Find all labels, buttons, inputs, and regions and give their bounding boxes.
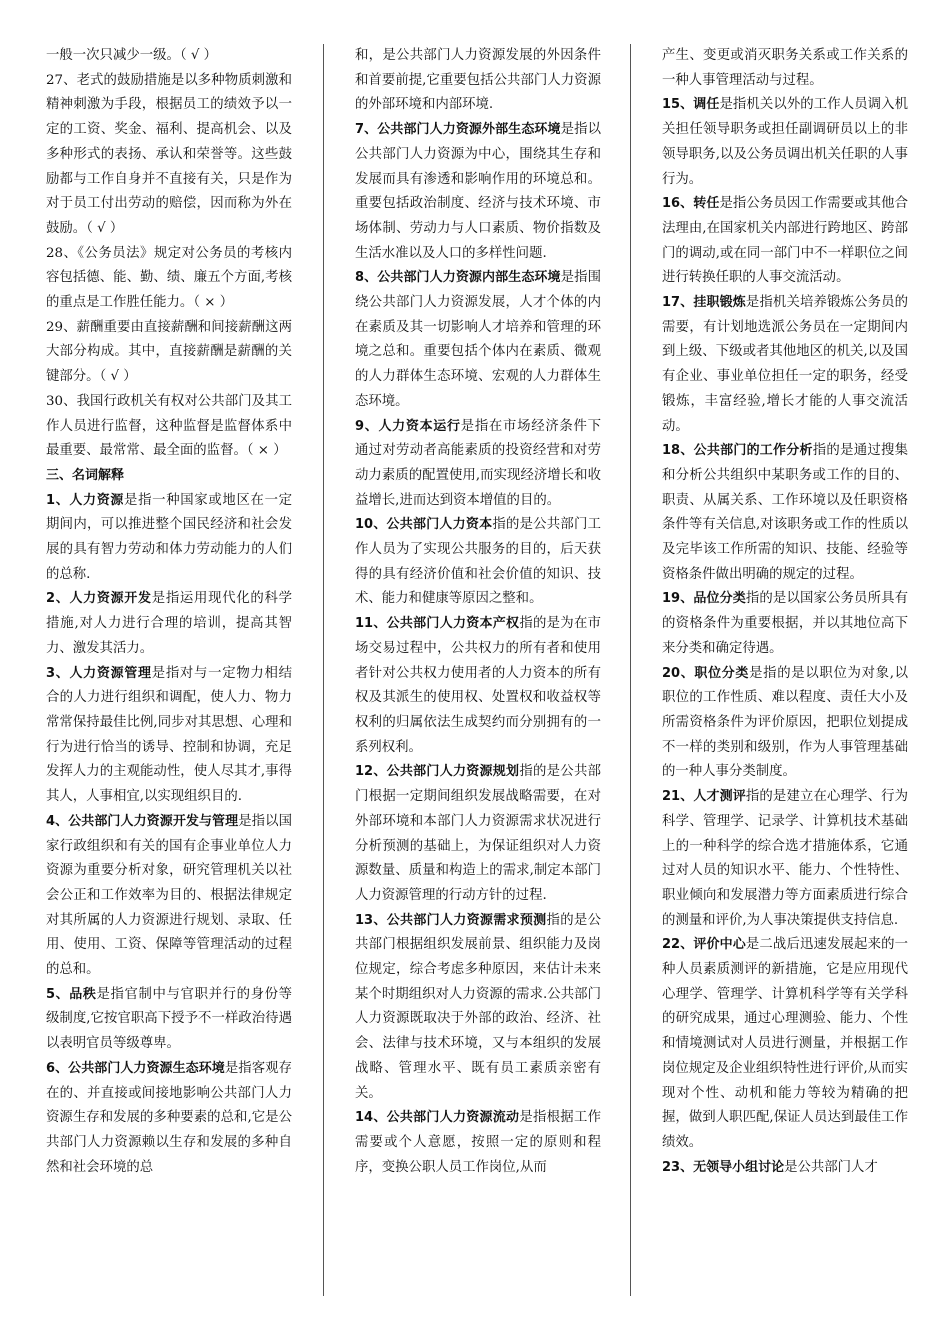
entry-term: 2、人力资源开发 bbox=[46, 591, 152, 607]
entry-text: 是指在市场经济条件下通过对劳动者高能素质的投资经营和对劳动力素质的配置使用,而实现经济增长和收益增长,进而达到资本增值的目的。 bbox=[355, 418, 602, 508]
entry-text: 是指机关以外的工作人员调入机关担任领导职务或担任副调研员以上的非领导职务,以及公务员调出机关任职的人事行为。 bbox=[662, 97, 909, 187]
glossary-entry bbox=[355, 1106, 601, 1180]
entry-term: 17、挂职锻炼 bbox=[662, 295, 746, 311]
entry-text: 一般一次只减少一级。（ √ ） bbox=[46, 48, 218, 63]
entry-text: 是指一种国家或地区在一定期间内，可以推进整个国民经济和社会发展的具有智力劳动和体力劳动能力的人们的总称. bbox=[46, 492, 293, 582]
glossary-entry bbox=[46, 810, 292, 983]
glossary-entry bbox=[662, 439, 908, 587]
entry-term: 4、公共部门人力资源开发与管理 bbox=[46, 813, 239, 829]
entry-text: 是指围绕公共部门人力资源发展，人才个体的内在素质及其一切影响人才培养和管理的环境之总和。重要包括个体内在素质、微观的人力群体生态环境、宏观的人力群体生态环境。 bbox=[355, 270, 602, 409]
text-paragraph bbox=[46, 390, 292, 464]
text-column-1 bbox=[46, 44, 292, 1180]
entry-text: 是指运用现代化的科学措施,对人力进行合理的培训，提高其智力、激发其活力。 bbox=[46, 591, 293, 656]
column-divider-right bbox=[630, 44, 631, 1296]
glossary-entry bbox=[662, 662, 908, 786]
entry-term: 3、人力资源管理 bbox=[46, 665, 152, 681]
entry-text: 是二战后迅速发展起来的一种人员素质测评的新措施，它是应用现代心理学、管理学、计算机科学等有关学科的研究成果，通过心理测验、能力、个性和情境测试对人员进行测量，并根据工作岗位规定及企业组织特性进行评价,从而实现对个性、动机和能力等较为精确的把握，做到人职匹配,保证人员达到最佳工作绩效。 bbox=[662, 937, 908, 1150]
glossary-entry bbox=[46, 983, 292, 1057]
glossary-entry bbox=[46, 662, 292, 810]
glossary-entry bbox=[662, 192, 908, 291]
entry-text: 是指以公共部门人力资源为中心，围绕其生存和发展而具有渗透和影响作用的环境总和。重要包括政治制度、经济与技术环境、市场体制、劳动力与人口素质、物价指数及生活水准以及人口的多样性问题. bbox=[355, 122, 602, 261]
glossary-entry bbox=[355, 118, 601, 266]
entry-term: 21、人才测评 bbox=[662, 789, 746, 805]
entry-term: 7、公共部门人力资源外部生态环境 bbox=[355, 122, 561, 138]
glossary-entry bbox=[662, 587, 908, 661]
entry-term: 6、公共部门人力资源生态环境 bbox=[46, 1060, 225, 1076]
entry-text: 30、我国行政机关有权对公共部门及其工作人员进行监督，这种监督是监督体系中最重要、最常常、最全面的监督。（ × ） bbox=[46, 393, 292, 459]
entry-text: 和，是公共部门人力资源发展的外因条件和首要前提,它重要包括公共部门人力资源的外部环境和内部环境. bbox=[355, 48, 601, 113]
text-paragraph bbox=[46, 69, 292, 242]
entry-text: 27、老式的鼓励措施是以多种物质刺激和精神刺激为手段，根据员工的绩效予以一定的工资、奖金、福利、提高机会、以及多种形式的表扬、承认和荣誉等。这些鼓励都与工作自身并不直接有关，只是作为对于员工付出劳动的赔偿，因而称为外在鼓励。（ √ ） bbox=[46, 72, 292, 236]
entry-text: 指的是为在市场交易过程中，公共权力的所有者和使用者针对公共权力使用者的人力资本的所有权及其派生的使用权、处置权和收益权等权利的归属依法生成契约而分别拥有的一系列权利。 bbox=[355, 616, 601, 755]
entry-text: 是指公务员因工作需要或其他合法理由,在国家机关内部进行跨地区、跨部门的调动,或在同一部门中不一样职位之间进行转换任职的人事交流活动。 bbox=[662, 196, 909, 286]
entry-term: 11、公共部门人力资本产权 bbox=[355, 616, 520, 632]
text-paragraph bbox=[46, 44, 292, 69]
glossary-entry bbox=[355, 612, 601, 760]
entry-text: 是指客观存在的、并直接或间接地影响公共部门人力资源生存和发展的多种要素的总和,它是公共部门人力资源赖以生存和发展的多种自然和社会环境的总 bbox=[46, 1060, 293, 1175]
entry-term: 19、品位分类 bbox=[662, 591, 746, 607]
entry-text: 29、薪酬重要由直接薪酬和间接薪酬这两大部分构成。其中，直接薪酬是薪酬的关键部分。（ √ ） bbox=[46, 319, 292, 385]
entry-term: 5、品秩 bbox=[46, 986, 97, 1002]
entry-term: 10、公共部门人力资本 bbox=[355, 517, 493, 533]
entry-text: 指的是通过搜集和分析公共组织中某职务或工作的目的、职责、从属关系、工作环境以及任职资格条件等有关信息,对该职务或工作的性质以及完毕该工作所需的知识、技能、经验等资格条件做出明确的规定的过程。 bbox=[662, 443, 909, 582]
column-divider-left bbox=[323, 44, 324, 1296]
entry-text: 是指以国家行政组织和有关的国有企事业单位人力资源为重要分析对象，研究管理机关以社会公正和工作效率为目的、根据法律规定对其所属的人力资源进行规划、录取、任用、使用、工资、保障等管理活动的过程的总和。 bbox=[46, 813, 293, 978]
text-paragraph bbox=[46, 316, 292, 390]
entry-term: 15、调任 bbox=[662, 97, 720, 113]
glossary-entry bbox=[662, 93, 908, 192]
entry-term: 8、公共部门人力资源内部生态环境 bbox=[355, 270, 561, 286]
text-paragraph bbox=[46, 242, 292, 316]
glossary-entry bbox=[355, 909, 601, 1107]
entry-text: 指的是公共部门根据组织发展前景、组织能力及岗位规定，综合考虑多种原因，来估计未来某个时期组织对人力资源的需求.公共部门人力资源既取决于外部的政治、经济、社会、法律与技术环境，又与本组织的发展战略、管理水平、既有员工素质亲密有关。 bbox=[355, 912, 602, 1101]
glossary-entry bbox=[662, 291, 908, 439]
glossary-entry bbox=[46, 587, 292, 661]
entry-text: 是指的是以职位为对象,以职位的工作性质、难以程度、责任大小及所需资格条件为评价原因，把职位划提成不一样的类别和级别，作为人事管理基础的一种人事分类制度。 bbox=[662, 665, 909, 780]
text-column-3 bbox=[662, 44, 908, 1180]
entry-text: 指的是公共部门根据一定期间组织发展战略需要，在对外部环境和本部门人力资源需求状况进行分析预测的基础上，为保证组织对人力资源数量、质量和构造上的需求,制定本部门人力资源管理的行动方针的过程. bbox=[355, 764, 601, 903]
glossary-entry bbox=[46, 1057, 292, 1181]
entry-term: 22、评价中心 bbox=[662, 937, 746, 953]
section-heading-text: 三、名词解释 bbox=[46, 467, 125, 483]
entry-term: 14、公共部门人力资源流动 bbox=[355, 1110, 520, 1126]
section-heading bbox=[46, 464, 292, 489]
glossary-entry bbox=[662, 933, 908, 1155]
entry-term: 9、人力资本运行 bbox=[355, 418, 461, 434]
entry-term: 13、公共部门人力资源需求预测 bbox=[355, 912, 547, 928]
entry-term: 20、职位分类 bbox=[662, 665, 750, 681]
entry-text: 是指对与一定物力相结合的人力进行组织和调配，使人力、物力常常保持最佳比例,同步对其思想、心理和行为进行恰当的诱导、控制和协调，充足发挥人力的主观能动性，使人尽其才,事得其人，人事相宜,以实现组织目的. bbox=[46, 665, 293, 805]
entry-text: 是指官制中与官职并行的身份等级制度,它按官职高下授予不一样政治待遇以表明官员等级尊卑。 bbox=[46, 986, 293, 1052]
glossary-entry bbox=[662, 1156, 908, 1181]
glossary-entry bbox=[355, 760, 601, 908]
glossary-entry bbox=[355, 266, 601, 414]
entry-text: 指的是公共部门工作人员为了实现公共服务的目的，后天获得的具有经济价值和社会价值的知识、技术、能力和健康等原因之整和。 bbox=[355, 517, 602, 607]
glossary-entry bbox=[355, 415, 601, 514]
entry-term: 23、无领导小组讨论 bbox=[662, 1159, 785, 1175]
entry-text: 是指机关培养锻炼公务员的需要，有计划地选派公务员在一定期间内到上级、下级或者其他地区的机关,以及国有企业、事业单位担任一定的职务，经受锻炼，丰富经验,增长才能的人事交流活动。 bbox=[662, 295, 908, 434]
glossary-entry bbox=[662, 785, 908, 933]
entry-term: 1、人力资源 bbox=[46, 492, 125, 508]
entry-text: 指的是建立在心理学、行为科学、管理学、记录学、计算机技术基础上的一种科学的综合选才措施体系，它通过对人员的知识水平、能力、个性特性、职业倾向和发展潜力等方面素质进行综合的测量和评价,为人事决策提供支持信息. bbox=[662, 789, 908, 928]
entry-term: 18、公共部门的工作分析 bbox=[662, 443, 813, 459]
entry-text: 产生、变更或消灭职务关系或工作关系的一种人事管理活动与过程。 bbox=[662, 48, 908, 88]
entry-term: 16、转任 bbox=[662, 196, 720, 212]
text-column-2 bbox=[355, 44, 601, 1180]
entry-text: 指的是以国家公务员所具有的资格条件为重要根据，并以其地位高下来分类和确定待遇。 bbox=[662, 591, 908, 656]
entry-text: 是指根据工作需要或个人意愿，按照一定的原则和程序，变换公职人员工作岗位,从而 bbox=[355, 1110, 601, 1175]
text-paragraph bbox=[355, 44, 601, 118]
text-paragraph bbox=[662, 44, 908, 93]
glossary-entry bbox=[46, 489, 292, 588]
glossary-entry bbox=[355, 513, 601, 612]
entry-text: 28、《公务员法》规定对公务员的考核内容包括德、能、勤、绩、廉五个方面,考核的重点是工作胜任能力。（ × ） bbox=[46, 245, 292, 311]
entry-term: 12、公共部门人力资源规划 bbox=[355, 764, 520, 780]
entry-text: 是公共部门人才 bbox=[784, 1159, 878, 1175]
